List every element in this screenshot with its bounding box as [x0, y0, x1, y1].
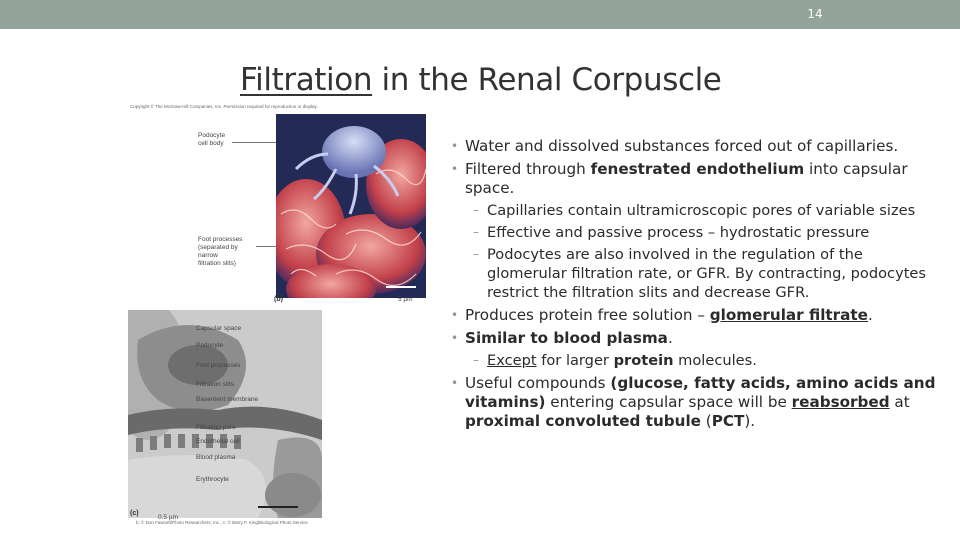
sub-bullet-4: [450, 351, 945, 370]
sub-bullet-4-mid: for larger: [536, 352, 614, 369]
label-filtration-slits: Filtration slits: [196, 381, 234, 388]
bullet-3: [450, 306, 945, 325]
bullet-2-post: into capsular space.: [465, 160, 908, 197]
label-endothelial-cell: Endothelial cell: [196, 438, 240, 445]
figure-credit: b: © Don Fawcett/Photo Researchers, Inc.; c: © Barry F. King/Biological Photo Service: [136, 520, 308, 525]
figure-copyright: Copyright © The McGraw-Hill Companies, Inc. Permission required for reproduction or display.: [130, 104, 318, 109]
label-foot-processes-c: Foot processes: [196, 362, 241, 369]
figure-renal-corpuscle: [128, 104, 430, 530]
label-podocyte-cell-body: Podocyte cell body: [198, 132, 226, 147]
bullet-5-mid-3: (: [700, 412, 712, 430]
bullet-5-bold-4: PCT: [711, 412, 745, 430]
sub-bullet-1-text: Capillaries contain ultramicroscopic pores of variable sizes: [487, 202, 916, 219]
bullet-2-pre: Filtered through: [465, 160, 591, 178]
bullet-3-post: .: [867, 306, 873, 324]
label-basement-membrane: Basement membrane: [196, 396, 259, 403]
panel-b-letter: (b): [274, 296, 283, 303]
bullet-5-post: ).: [744, 412, 756, 430]
bullet-5-bold-3: proximal convoluted tubule: [465, 412, 701, 430]
bullet-list: [450, 133, 945, 431]
sub-bullet-1: [450, 201, 945, 220]
panel-c-letter: (c): [130, 510, 139, 517]
bullet-5: [450, 374, 945, 431]
bullet-3-bold: glomerular filtrate: [709, 306, 868, 324]
slide-title: [240, 62, 721, 98]
scale-bar-c: 0.5 µm: [158, 514, 179, 521]
sub-bullet-4-post: molecules.: [673, 352, 757, 369]
label-capsular-space: Capsular space: [196, 325, 242, 332]
bullet-5-mid: entering capsular space will be: [545, 393, 792, 411]
label-blood-plasma: Blood plasma: [196, 454, 236, 461]
bullet-5-mid-2: at: [889, 393, 910, 411]
bullet-1: [450, 137, 945, 156]
sub-bullet-2: [450, 223, 945, 242]
tem-micrograph-c: [128, 310, 322, 518]
sub-bullet-4-under: Except: [487, 352, 537, 369]
label-foot-processes-b: Foot processes (separated by narrow filtration slits): [198, 236, 243, 267]
bullet-2-bold: fenestrated endothelium: [590, 160, 805, 178]
sem-micrograph-b: [276, 114, 426, 298]
bullet-5-pre: Useful compounds: [465, 374, 611, 392]
bullet-5-bold-2: reabsorbed: [791, 393, 890, 411]
sub-bullet-2-text: Effective and passive process – hydrostatic pressure: [487, 224, 870, 241]
sub-bullet-3-text: Podocytes are also involved in the regulation of the glomerular filtration rate, or GFR. By contracting, podocytes restrict the filtration slits and decrease GFR.: [487, 246, 927, 301]
bullet-4-bold: Similar to blood plasma: [465, 329, 668, 347]
label-filtration-pore: Filtration pore: [196, 424, 236, 431]
sub-bullet-4-bold: protein: [613, 352, 674, 369]
bullet-5-bold-1: (glucose, fatty acids, amino acids and vitamins): [465, 374, 936, 411]
slide-number: 14: [807, 7, 823, 21]
bullet-1-text: Water and dissolved substances forced out of capillaries.: [465, 137, 899, 155]
title-rest: in the Renal Corpuscle: [372, 62, 722, 98]
bullet-2: [450, 160, 945, 198]
bullet-4: [450, 329, 945, 348]
bullet-4-post: .: [667, 329, 673, 347]
scale-bar-b: 5 µm: [398, 296, 413, 303]
sub-bullet-3: [450, 245, 945, 302]
label-erythrocyte: Erythrocyte: [196, 476, 229, 483]
bullet-3-pre: Produces protein free solution –: [465, 306, 710, 324]
label-podocyte: Podocyte: [196, 342, 224, 349]
title-underlined: Filtration: [240, 62, 373, 98]
